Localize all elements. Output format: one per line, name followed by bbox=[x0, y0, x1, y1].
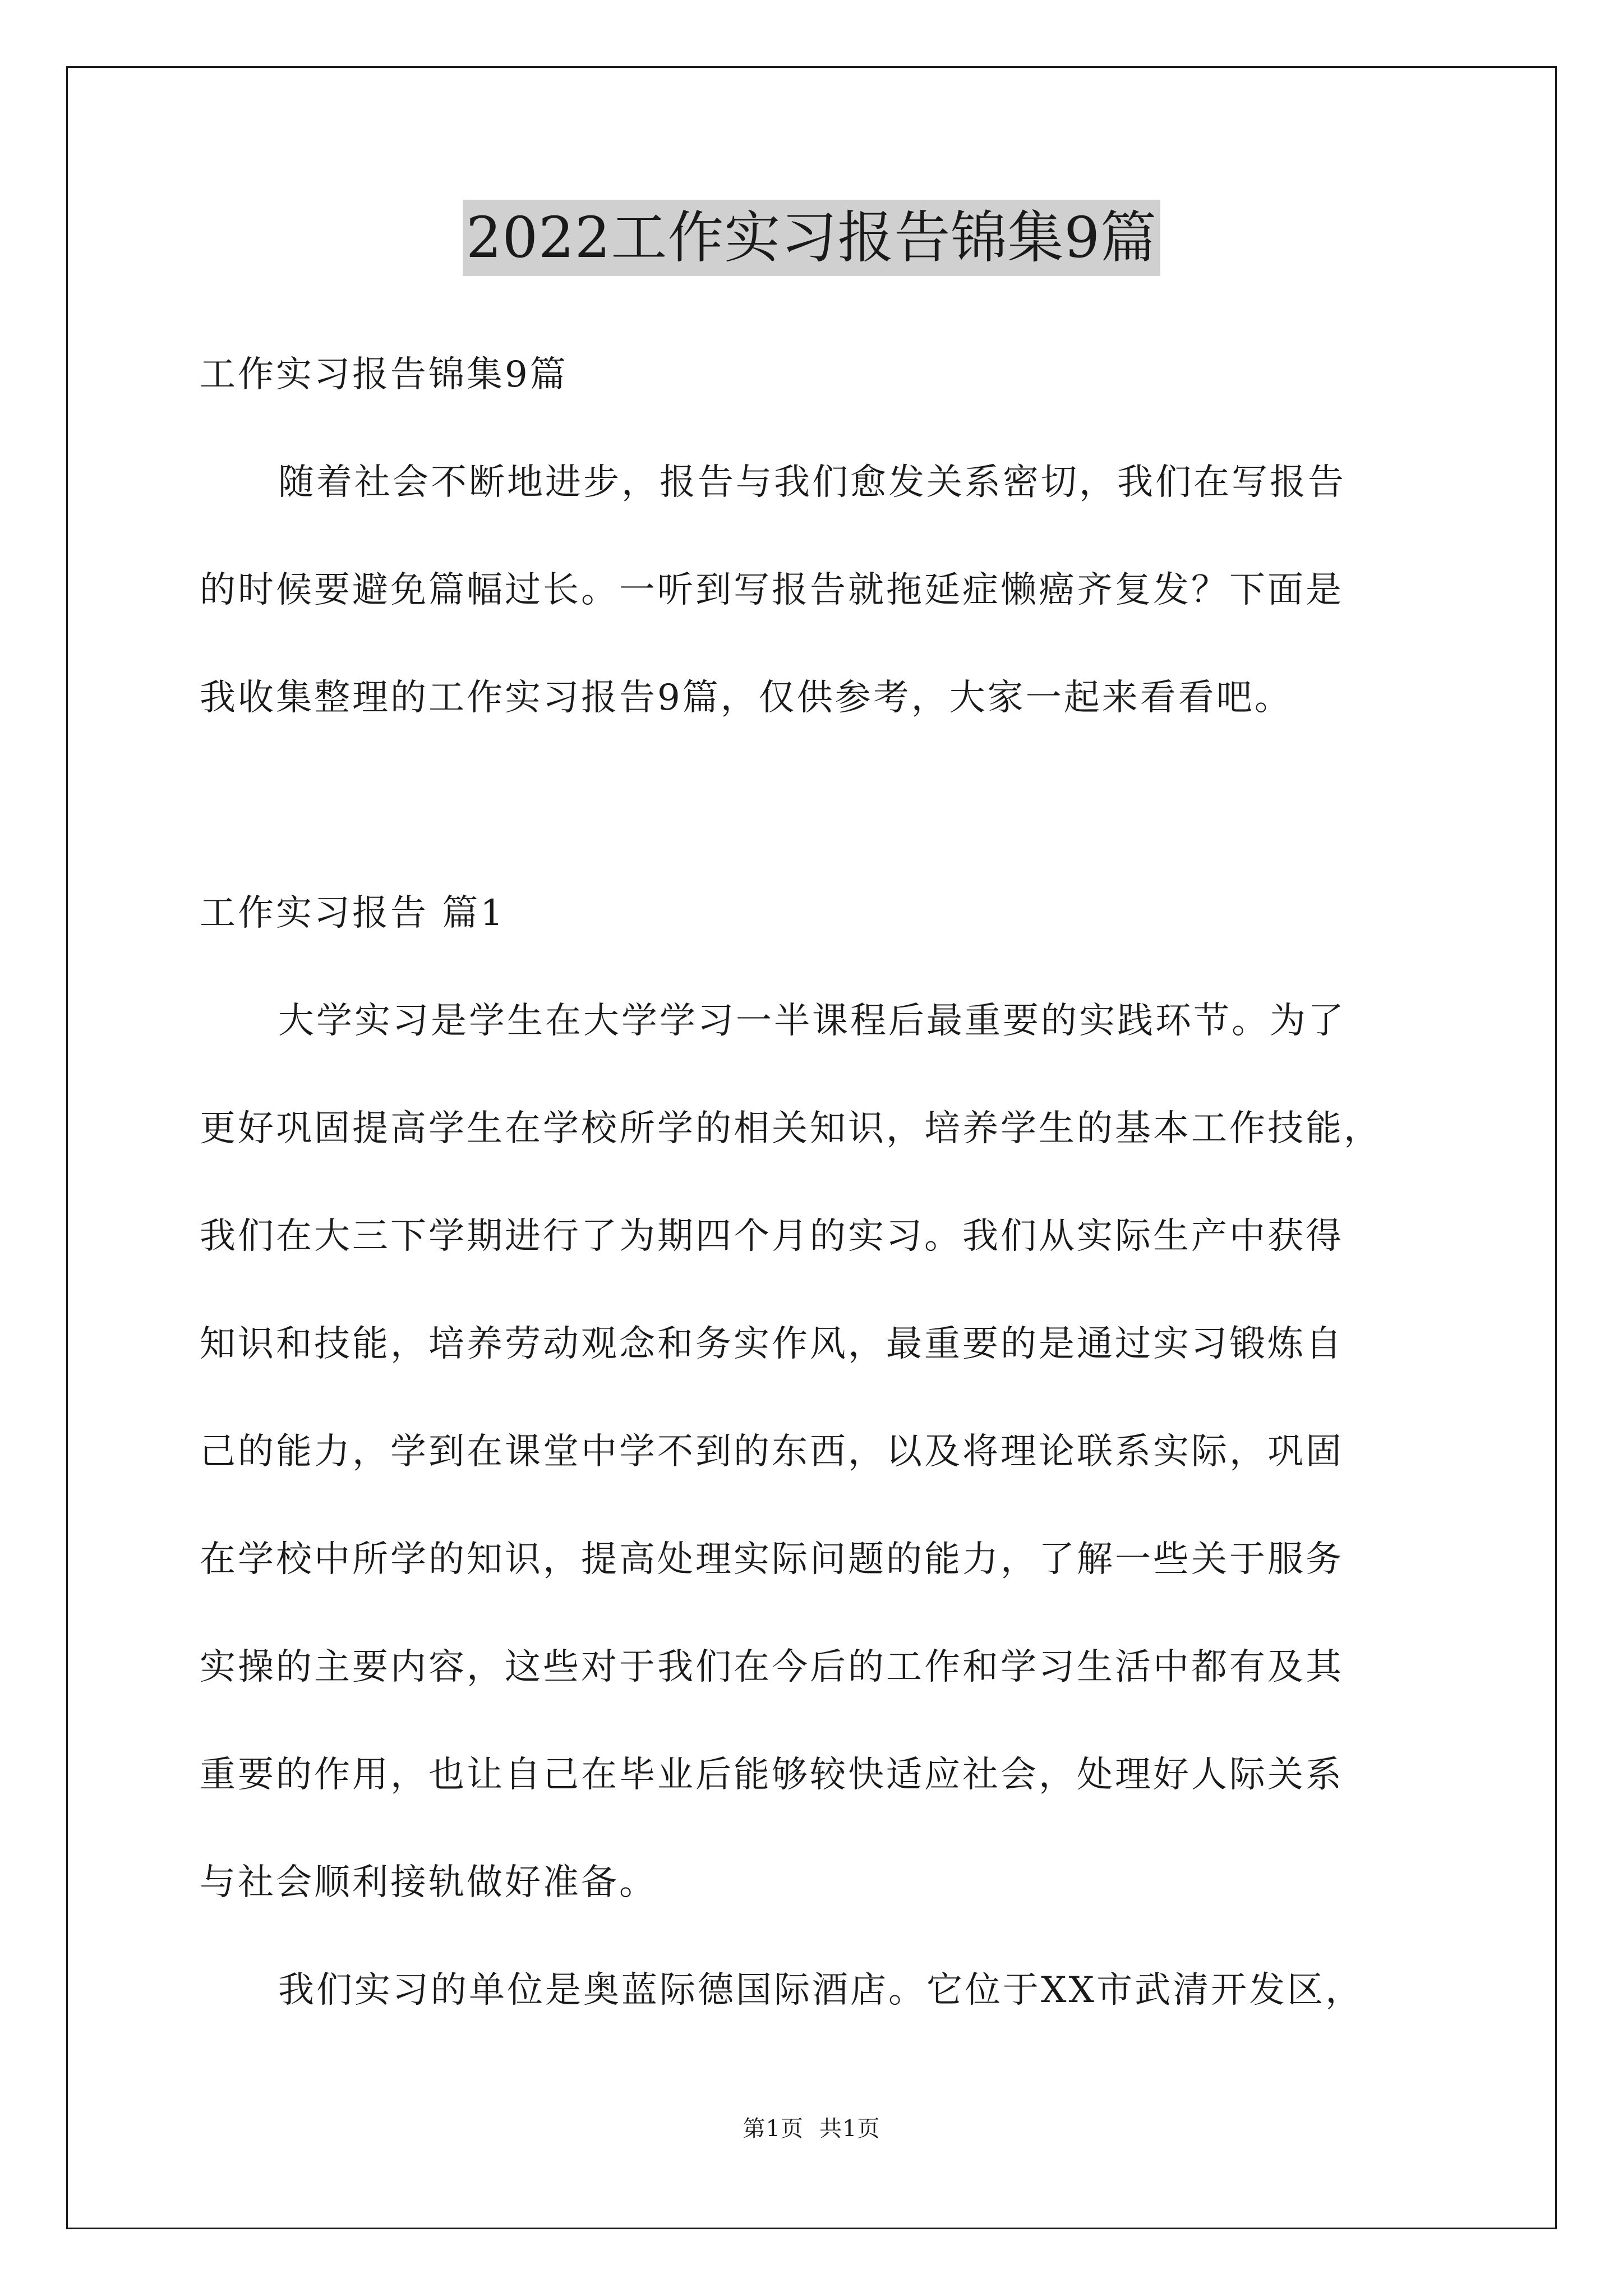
paragraph-line: 重要的作用，也让自己在毕业后能够较快适应社会，处理好人际关系 bbox=[200, 1754, 1344, 1796]
intro-line: 的时候要避免篇幅过长。一听到写报告就拖延症懒癌齐复发？下面是 bbox=[200, 569, 1344, 611]
subtitle: 工作实习报告锦集9篇 bbox=[200, 354, 568, 395]
page-footer bbox=[0, 2115, 1623, 2143]
paragraph-line: 在学校中所学的知识，提高处理实际问题的能力，了解一些关于服务 bbox=[200, 1539, 1344, 1580]
title-container bbox=[0, 200, 1623, 276]
paragraph-line: 大学实习是学生在大学学习一半课程后最重要的实践环节。为了 bbox=[278, 1000, 1346, 1042]
page-number-current: 第1页 bbox=[743, 2116, 804, 2142]
paragraph-line: 己的能力，学到在课堂中学不到的东西，以及将理论联系实际，巩固 bbox=[200, 1431, 1344, 1473]
paragraph-line: 实操的主要内容，这些对于我们在今后的工作和学习生活中都有及其 bbox=[200, 1646, 1344, 1688]
intro-line: 随着社会不断地进步，报告与我们愈发关系密切，我们在写报告 bbox=[278, 462, 1346, 503]
paragraph-line: 我们实习的单位是奥蓝际德国际酒店。它位于XX市武清开发区， bbox=[278, 1970, 1364, 2011]
section-heading: 工作实习报告 篇1 bbox=[200, 892, 506, 934]
page-number-total: 共1页 bbox=[819, 2116, 880, 2142]
document-title: 2022工作实习报告锦集9篇 bbox=[463, 200, 1160, 276]
paragraph-line: 与社会顺利接轨做好准备。 bbox=[200, 1862, 657, 1903]
paragraph-line: 更好巩固提高学生在学校所学的相关知识，培养学生的基本工作技能， bbox=[200, 1108, 1382, 1149]
paragraph-line: 我们在大三下学期进行了为期四个月的实习。我们从实际生产中获得 bbox=[200, 1216, 1344, 1257]
intro-line: 我收集整理的工作实习报告9篇，仅供参考，大家一起来看看吧。 bbox=[200, 677, 1293, 719]
paragraph-line: 知识和技能，培养劳动观念和务实作风，最重要的是通过实习锻炼自 bbox=[200, 1323, 1344, 1365]
